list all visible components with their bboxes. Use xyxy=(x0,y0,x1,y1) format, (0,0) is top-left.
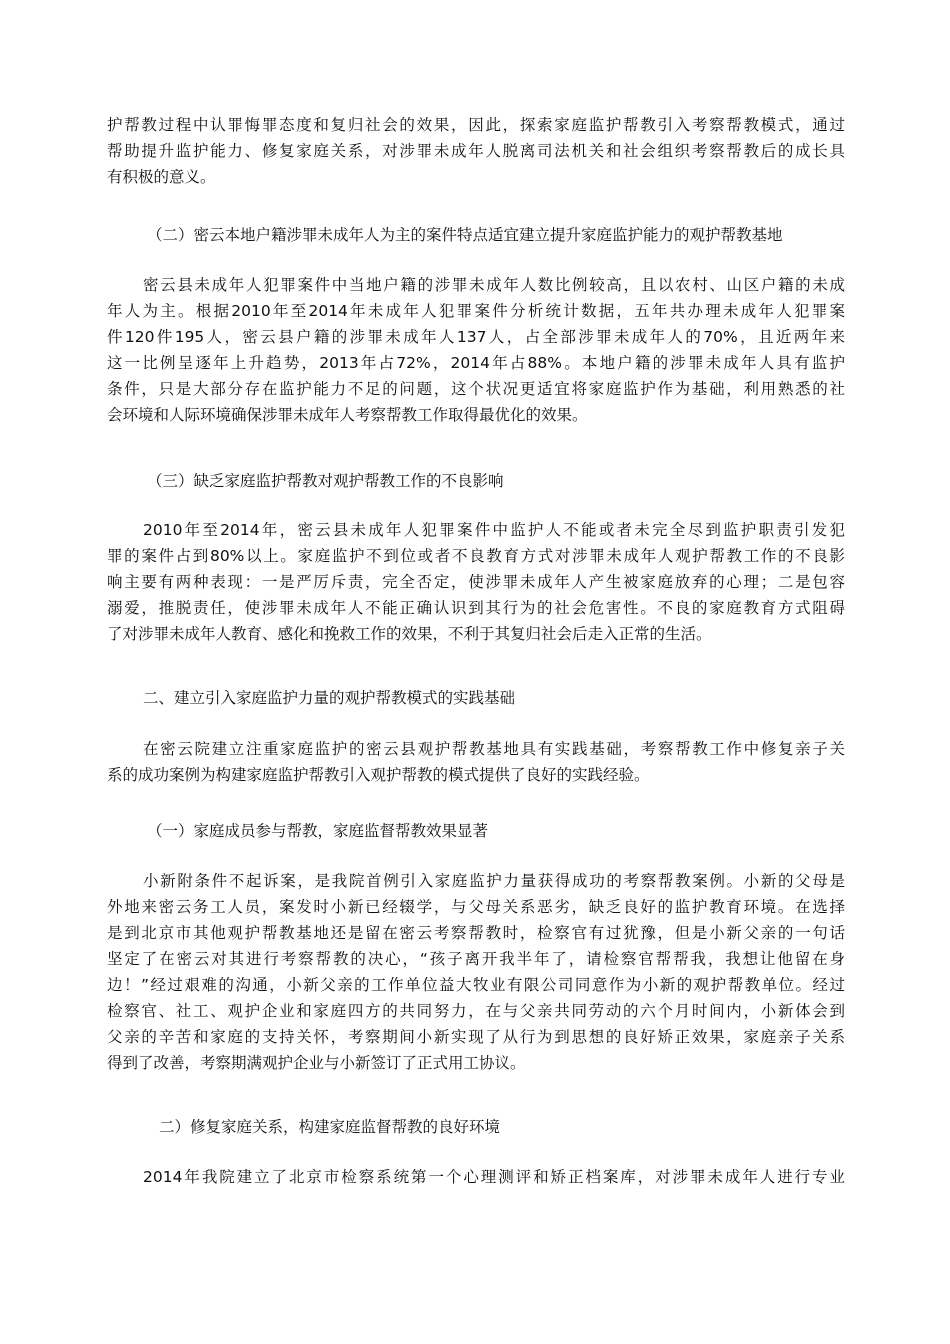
text-line: 了对涉罪未成年人教育、感化和挽救工作的效果，不利于其复归社会后走入正常的生活。 xyxy=(107,625,712,643)
paragraph-xiaoxin-case xyxy=(107,868,845,1076)
text-line: 会环境和人际环境确保涉罪未成年人考察帮教工作取得最优化的效果。 xyxy=(107,406,588,424)
subheading-3 xyxy=(107,468,845,494)
text-line: 响主要有两种表现：一是严厉斥责，完全否定，使涉罪未成年人产生被家庭放弃的心理；二是包容 xyxy=(107,573,845,591)
text-line: 得到了改善，考察期满观护企业与小新签订了正式用工协议。 xyxy=(107,1054,526,1072)
text-line: 有积极的意义。 xyxy=(107,168,216,186)
paragraph-lack-family-guardianship xyxy=(107,517,845,647)
text-line: 护帮教过程中认罪悔罪态度和复归社会的效果，因此，探索家庭监护帮教引入考察帮教模式，通过 xyxy=(107,116,845,134)
text-line: 罪的案件占到80%以上。家庭监护不到位或者不良教育方式对涉罪未成年人观护帮教工作的不良影 xyxy=(107,547,845,565)
subheading-text: （二）密云本地户籍涉罪未成年人为主的案件特点适宜建立提升家庭监护能力的观护帮教基地 xyxy=(147,226,783,244)
subheading-1 xyxy=(107,818,845,844)
text-line: 2014年我院建立了北京市检察系统第一个心理测评和矫正档案库，对涉罪未成年人进行专业 xyxy=(143,1168,845,1186)
section-heading-text: 二、建立引入家庭监护力量的观护帮教模式的实践基础 xyxy=(143,689,516,707)
text-line: 坚定了在密云对其进行考察帮教的决心，“孩子离开我半年了，请检察官帮帮我，我想让他留在身 xyxy=(107,950,845,968)
text-line: 件120件195人，密云县户籍的涉罪未成年人137人，占全部涉罪未成年人的70%，且近两年来 xyxy=(107,328,845,346)
subheading-text: （一）家庭成员参与帮教，家庭监督帮教效果显著 xyxy=(147,822,489,840)
text-line: 父亲的辛苦和家庭的支持关怀，考察期间小新实现了从行为到思想的良好矫正效果，家庭亲子关系 xyxy=(107,1028,845,1046)
text-line: 检察官、社工、观护企业和家庭四方的共同努力，在与父亲共同劳动的六个月时间内，小新体会到 xyxy=(107,1002,845,1020)
paragraph-local-household xyxy=(107,272,845,428)
paragraph-intro-continuation xyxy=(107,112,845,190)
text-line: 在密云院建立注重家庭监护的密云县观护帮教基地具有实践基础，考察帮教工作中修复亲子关 xyxy=(143,740,845,758)
text-line: 系的成功案例为构建家庭监护帮教引入观护帮教的模式提供了良好的实践经验。 xyxy=(107,766,650,784)
text-line: 2010年至2014年，密云县未成年人犯罪案件中监护人不能或者未完全尽到监护职责引发犯 xyxy=(143,521,845,539)
section-heading-2 xyxy=(107,685,845,711)
subheading-text: 二）修复家庭关系，构建家庭监督帮教的良好环境 xyxy=(159,1118,501,1136)
text-line: 溺爱，推脱责任，使涉罪未成年人不能正确认识到其行为的社会危害性。不良的家庭教育方式阻碍 xyxy=(107,599,845,617)
paragraph-practice-basis xyxy=(107,736,845,788)
subheading-text: （三）缺乏家庭监护帮教对观护帮教工作的不良影响 xyxy=(147,472,504,490)
subheading-2 xyxy=(107,222,845,248)
paragraph-psych-archive xyxy=(107,1164,845,1190)
text-line: 这一比例呈逐年上升趋势，2013年占72%，2014年占88%。本地户籍的涉罪未成年人具有监护 xyxy=(107,354,845,372)
text-line: 条件，只是大部分存在监护能力不足的问题，这个状况更适宜将家庭监护作为基础，利用熟悉的社 xyxy=(107,380,845,398)
text-line: 是到北京市其他观护帮教基地还是留在密云考察帮教时，检察官有过犹豫，但是小新父亲的一句话 xyxy=(107,924,845,942)
text-line: 密云县未成年人犯罪案件中当地户籍的涉罪未成年人数比例较高，且以农村、山区户籍的未成 xyxy=(143,276,845,294)
subheading-repair-family xyxy=(107,1114,845,1140)
text-line: 年人为主。根据2010年至2014年未成年人犯罪案件分析统计数据，五年共办理未成年人犯罪案 xyxy=(107,302,845,320)
text-line: 边！”经过艰难的沟通，小新父亲的工作单位益大牧业有限公司同意作为小新的观护帮教单位。经过 xyxy=(107,976,845,994)
text-line: 外地来密云务工人员，案发时小新已经辍学，与父母关系恶劣，缺乏良好的监护教育环境。在选择 xyxy=(107,898,845,916)
text-line: 小新附条件不起诉案，是我院首例引入家庭监护力量获得成功的考察帮教案例。小新的父母是 xyxy=(143,872,845,890)
text-line: 帮助提升监护能力、修复家庭关系，对涉罪未成年人脱离司法机关和社会组织考察帮教后的成长具 xyxy=(107,142,845,160)
